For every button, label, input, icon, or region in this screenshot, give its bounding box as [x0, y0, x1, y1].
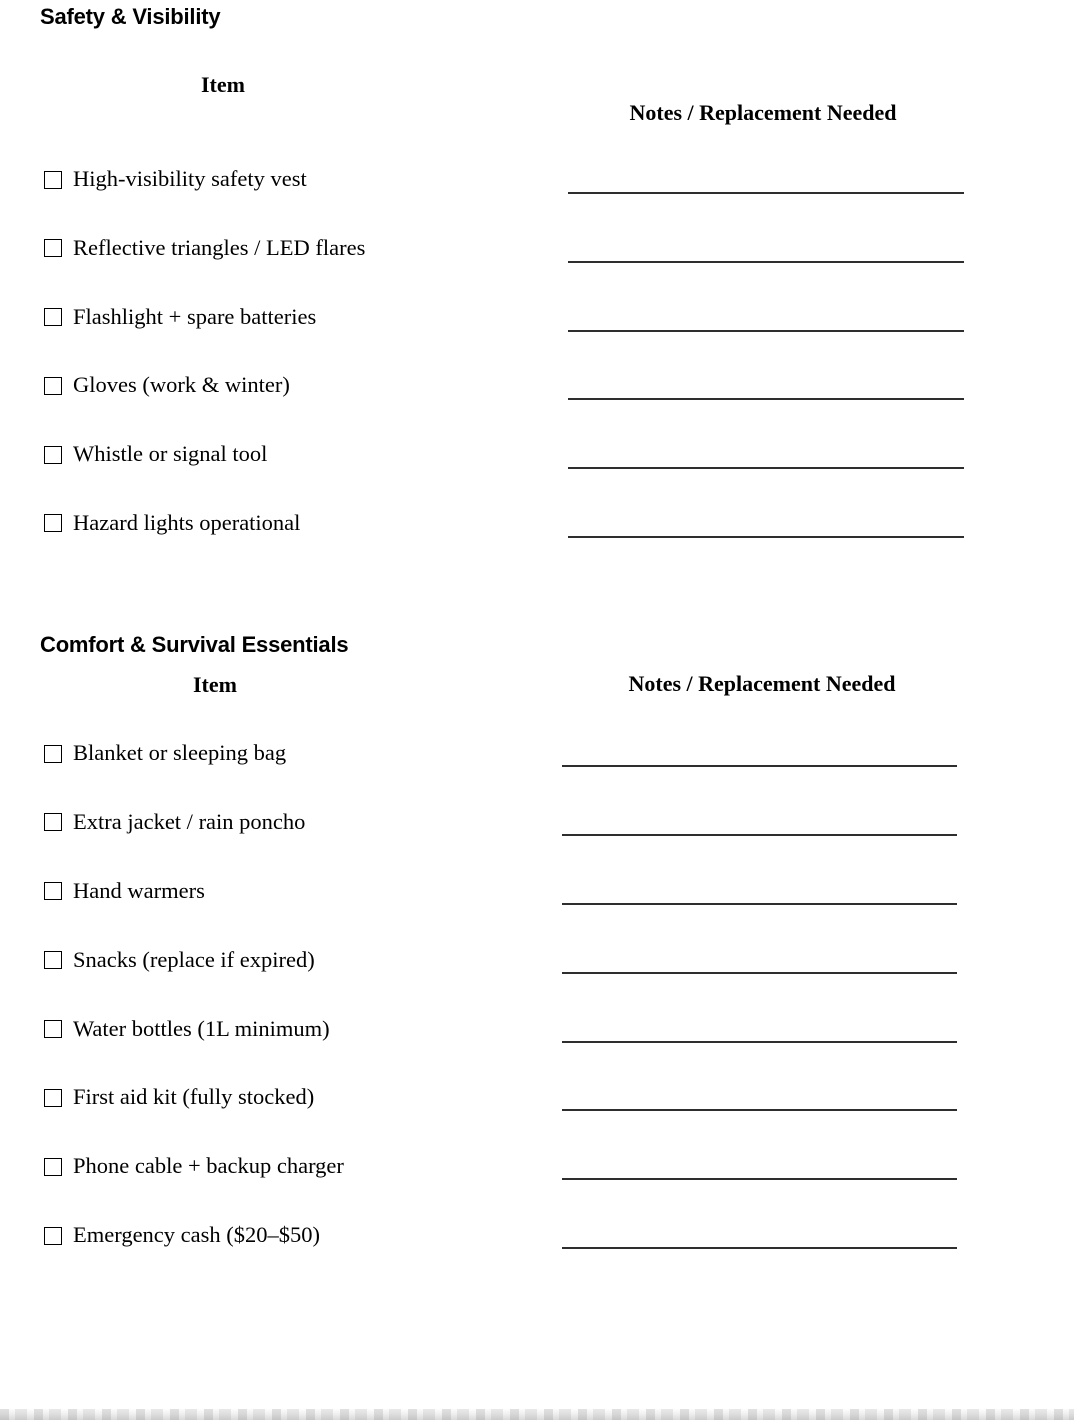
- checkbox[interactable]: [44, 951, 62, 969]
- checkbox[interactable]: [44, 745, 62, 763]
- item-label: Reflective triangles / LED flares: [73, 234, 366, 260]
- checklist-row: [0, 296, 1074, 365]
- checklist-row: [0, 939, 1074, 1008]
- checkbox[interactable]: [44, 446, 62, 464]
- checkbox[interactable]: [44, 514, 62, 532]
- checklist-row: [0, 801, 1074, 870]
- checkbox[interactable]: [44, 239, 62, 257]
- notes-blank-line[interactable]: [562, 834, 957, 836]
- column-header-item: Item: [193, 672, 237, 697]
- checklist-row: [0, 1145, 1074, 1214]
- item-label: Blanket or sleeping bag: [73, 740, 287, 765]
- notes-blank-line[interactable]: [568, 330, 964, 332]
- notes-blank-line[interactable]: [568, 467, 964, 469]
- notes-blank-line[interactable]: [568, 398, 964, 400]
- item-label: First aid kit (fully stocked): [73, 1084, 315, 1110]
- checklist-row: [0, 732, 1074, 801]
- notes-blank-line[interactable]: [562, 972, 957, 974]
- item-label: Gloves (work & winter): [73, 372, 290, 398]
- item-label: Phone cable + backup charger: [73, 1153, 344, 1179]
- checklist-row: [0, 1214, 1074, 1283]
- item-label: Whistle or signal tool: [73, 441, 268, 467]
- checklist-row: [0, 364, 1074, 433]
- checkbox[interactable]: [44, 1089, 62, 1107]
- checklist-row: [0, 158, 1074, 227]
- checkbox[interactable]: [44, 308, 62, 326]
- section-title-comfort-survival: Comfort & Survival Essentials: [40, 632, 349, 657]
- column-header-item: Item: [201, 72, 245, 97]
- checkbox[interactable]: [44, 377, 62, 395]
- notes-blank-line[interactable]: [562, 765, 957, 767]
- notes-blank-line[interactable]: [562, 903, 957, 905]
- notes-blank-line[interactable]: [568, 261, 964, 263]
- checkbox[interactable]: [44, 1158, 62, 1176]
- notes-blank-line[interactable]: [562, 1041, 957, 1043]
- checkbox[interactable]: [44, 1020, 62, 1038]
- checkbox[interactable]: [44, 1227, 62, 1245]
- checklist-row: [0, 502, 1074, 571]
- item-label: Hand warmers: [73, 877, 205, 903]
- comfort-survival-rows: [0, 732, 1074, 1283]
- item-label: Snacks (replace if expired): [73, 946, 315, 972]
- item-label: Extra jacket / rain poncho: [73, 808, 306, 834]
- column-header-notes: Notes / Replacement Needed: [628, 671, 896, 696]
- checklist-row: [0, 870, 1074, 939]
- notes-blank-line[interactable]: [568, 192, 964, 194]
- page-edge-artifact: [0, 1409, 1074, 1420]
- notes-blank-line[interactable]: [562, 1109, 957, 1111]
- notes-blank-line[interactable]: [562, 1247, 957, 1249]
- column-header-notes: Notes / Replacement Needed: [629, 100, 897, 125]
- checklist-row: [0, 1076, 1074, 1145]
- checkbox[interactable]: [44, 813, 62, 831]
- checklist-row: [0, 433, 1074, 502]
- checkbox[interactable]: [44, 882, 62, 900]
- notes-blank-line[interactable]: [568, 536, 964, 538]
- checklist-row: [0, 1008, 1074, 1077]
- item-label: Water bottles (1L minimum): [73, 1015, 330, 1041]
- item-label: Hazard lights operational: [73, 509, 301, 535]
- checklist-row: [0, 227, 1074, 296]
- checkbox[interactable]: [44, 171, 62, 189]
- item-label: Emergency cash ($20–$50): [73, 1222, 321, 1248]
- item-label: High-visibility safety vest: [73, 166, 307, 191]
- item-label: Flashlight + spare batteries: [73, 303, 317, 329]
- safety-visibility-rows: [0, 158, 1074, 571]
- notes-blank-line[interactable]: [562, 1178, 957, 1180]
- section-title-safety-visibility: Safety & Visibility: [40, 4, 221, 29]
